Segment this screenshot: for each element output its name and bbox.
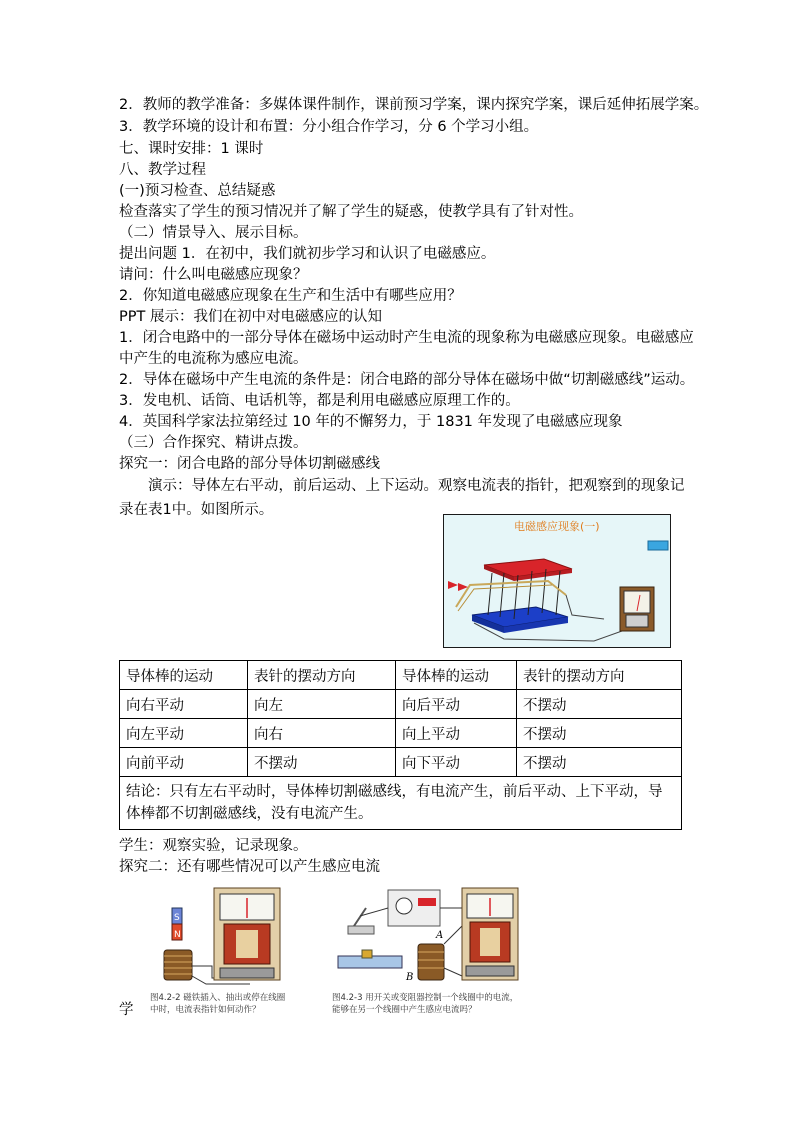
galvanometer-icon (462, 888, 518, 980)
text-line: 检查落实了学生的预习情况并了解了学生的疑惑，使教学具有了针对性。 (119, 204, 583, 220)
table-row (120, 719, 682, 748)
table-cell: 不摆动 (517, 748, 682, 777)
galvanometer-icon (214, 888, 280, 980)
table-cell: 向左平动 (120, 719, 248, 748)
table-header-row (120, 661, 682, 690)
text-line: PPT 展示：我们在初中对电磁感应的认知 (119, 309, 382, 325)
text-line: 2．教师的教学准备：多媒体课件制作，课前预习学案，课内探究学案，课后延伸拓展学案。 (119, 97, 709, 113)
text-line: 3．发电机、话筒、电话机等，都是利用电磁感应原理工作的。 (119, 393, 520, 409)
text-line: 探究二：还有哪些情况可以产生感应电流 (119, 859, 380, 875)
table-cell: 向前平动 (120, 748, 248, 777)
table-header-cell: 导体棒的运动 (120, 661, 248, 690)
galvanometer-icon (620, 587, 654, 631)
magnet-n-label: N (174, 930, 181, 940)
text-line: 3．教学环境的设计和布置：分小组合作学习，分 6 个学习小组。 (119, 119, 539, 135)
induction-figure (443, 514, 671, 648)
text-line: 中产生的电流称为感应电流。 (119, 351, 308, 367)
text-line: 2．你知道电磁感应现象在生产和生活中有哪些应用？ (119, 288, 462, 304)
table-header-cell: 导体棒的运动 (396, 661, 517, 690)
switch-icon (348, 908, 374, 934)
label-b: B (406, 972, 414, 983)
conclusion-row (120, 777, 682, 830)
sub-heading: （二）情景导入、展示目标。 (119, 225, 308, 241)
coil-icon (164, 950, 192, 980)
two-coil-figure (332, 886, 520, 1022)
table-cell: 向后平动 (396, 690, 517, 719)
section-heading: 七、课时安排：1 课时 (119, 141, 264, 157)
figure-title: 电磁感应现象(一) (514, 520, 600, 533)
figure-caption: 图4.2-2 磁铁插入、抽出或停在线圈中时，电流表指针如何动作？ (150, 993, 286, 1015)
table-cell: 不摆动 (517, 719, 682, 748)
magnet-s-label: S (174, 913, 180, 923)
table-cell: 向上平动 (396, 719, 517, 748)
coil-icon (418, 944, 444, 980)
table-row (120, 690, 682, 719)
text-line: 演示：导体左右平动，前后运动、上下运动。观察电流表的指针，把观察到的现象记 (148, 478, 685, 494)
label-a: A (436, 930, 444, 941)
conclusion-cell: 结论：只有左右平动时，导体棒切割磁感线，有电流产生，前后平动、上下平动，导体棒都不切割磁感线，没有电流产生。 (120, 777, 682, 830)
table-row (120, 748, 682, 777)
figure-caption: 图4.2-3 用开关或变阻器控制一个线圈中的电流，能够在另一个线圈中产生感应电流吗？ (332, 993, 519, 1015)
text-line: 提出问题 1．在初中，我们就初步学习和认识了电磁感应。 (119, 246, 496, 262)
table-cell: 向左 (248, 690, 396, 719)
text-line: 探究一：闭合电路的部分导体切割磁感线 (119, 456, 380, 472)
text-line: 1．闭合电路中的一部分导体在磁场中运动时产生电流的现象称为电磁感应现象。电磁感应 (119, 330, 694, 346)
table-cell: 向右平动 (120, 690, 248, 719)
table-cell: 不摆动 (248, 748, 396, 777)
text-line: 2．导体在磁场中产生电流的条件是：闭合电路的部分导体在磁场中做“切割磁感线”运动。 (119, 372, 695, 388)
table-header-cell: 表针的摆动方向 (517, 661, 682, 690)
sub-heading: （三）合作探究、精讲点拨。 (119, 435, 308, 451)
magnet-coil-figure (150, 886, 290, 1022)
bar-magnet-icon (172, 908, 182, 940)
nav-button-icon (648, 541, 668, 550)
text-line: 学 (119, 1002, 134, 1018)
text-line: 学生：观察实验，记录现象。 (119, 838, 308, 854)
table-header-cell: 表针的摆动方向 (248, 661, 396, 690)
section-heading: 八、教学过程 (119, 162, 206, 178)
table-cell: 向下平动 (396, 748, 517, 777)
power-supply-icon (388, 890, 440, 926)
table-cell: 向右 (248, 719, 396, 748)
text-line: 请问：什么叫电磁感应现象？ (119, 267, 308, 283)
sub-heading: (一)预习检查、总结疑惑 (119, 183, 276, 199)
rheostat-icon (338, 950, 402, 968)
text-line: 录在表1中。如图所示。 (119, 502, 274, 518)
table-cell: 不摆动 (517, 690, 682, 719)
observation-table (119, 660, 682, 830)
text-line: 4．英国科学家法拉第经过 10 年的不懈努力，于 1831 年发现了电磁感应现象 (119, 414, 623, 430)
